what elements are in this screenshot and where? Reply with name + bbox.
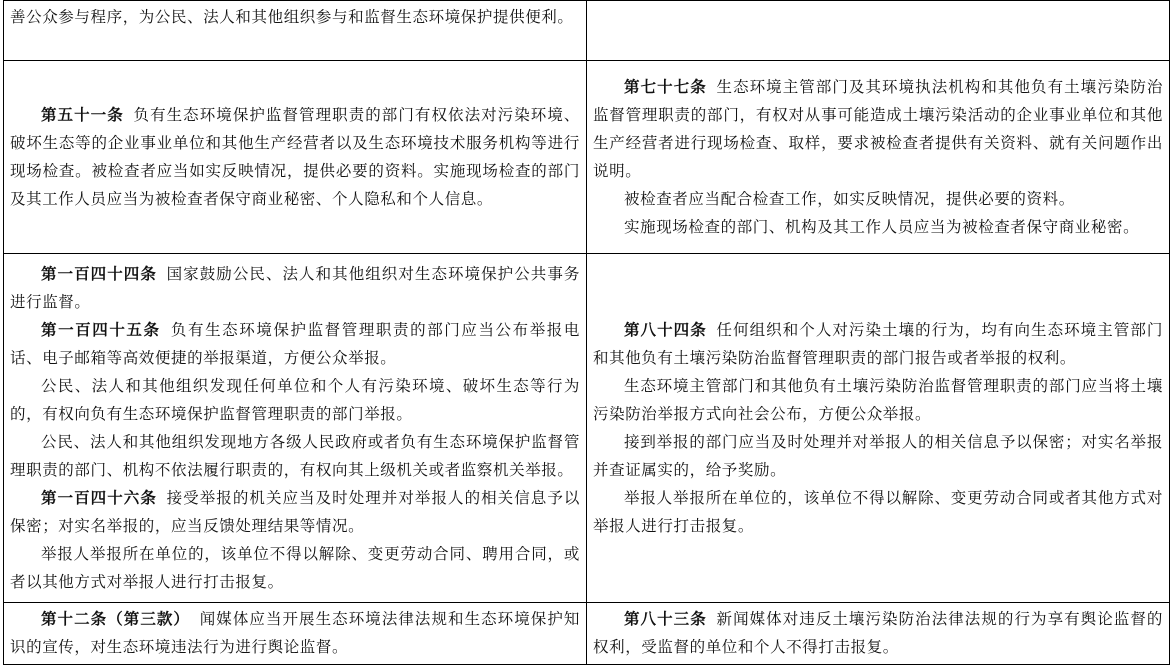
article-text: 负有生态环境保护监督管理职责的部门有权依法对污染环境、破坏生态等的企业事业单位和其他生产经营者以及生态环境技术服务机构等进行现场检查。被检查者应当如实反映情况，提供必要的资料。实施现场检查的部门及其工作人员应当为被检查者保守商业秘密、个人隐私和个人信息。 — [10, 106, 580, 208]
article-text: 国家鼓励公民、法人和其他组织对生态环境保护公共事务进行监督。 — [10, 265, 580, 311]
paragraph — [10, 260, 580, 316]
right-cell — [587, 254, 1170, 603]
table-row — [4, 603, 1170, 665]
article-text: 举报人举报所在单位的，该单位不得以解除、变更劳动合同、聘用合同，或者以其他方式对举报人进行打击报复。 — [10, 545, 580, 591]
paragraph — [593, 213, 1163, 241]
article-text: 公民、法人和其他组织发现任何单位和个人有污染环境、破坏生态等行为的，有权向负有生态环境保护监督管理职责的部门举报。 — [10, 377, 580, 423]
paragraph — [593, 316, 1163, 372]
article-number: 第一百四十四条 — [41, 264, 157, 283]
paragraph — [10, 101, 580, 213]
table-row — [4, 61, 1170, 254]
paragraph — [593, 73, 1163, 185]
article-number: 第一百四十五条 — [41, 320, 161, 339]
article-number: 第七十七条 — [624, 77, 707, 96]
paragraph — [10, 540, 580, 596]
paragraph — [593, 185, 1163, 213]
article-number: 第八十三条 — [624, 609, 707, 628]
article-text: 接受举报的机关应当及时处理并对举报人的相关信息予以保密；对实名举报的，应当反馈处理结果等情况。 — [10, 489, 580, 535]
paragraph — [10, 316, 580, 372]
paragraph — [10, 428, 580, 484]
table-row — [4, 1, 1170, 61]
paragraph — [10, 605, 580, 661]
article-text: 实施现场检查的部门、机构及其工作人员应当为被检查者保守商业秘密。 — [624, 218, 1140, 236]
article-number: 第五十一条 — [41, 105, 124, 124]
article-text: 生态环境主管部门和其他负有土壤污染防治监督管理职责的部门应当将土壤污染防治举报方式向社会公布，方便公众举报。 — [593, 377, 1163, 423]
paragraph — [593, 372, 1163, 428]
paragraph — [10, 372, 580, 428]
article-text: 负有生态环境保护监督管理职责的部门应当公布举报电话、电子邮箱等高效便捷的举报渠道，方便公众举报。 — [10, 321, 580, 367]
article-number: 第八十四条 — [624, 320, 707, 339]
left-cell — [4, 1, 587, 61]
article-text: 举报人举报所在单位的，该单位不得以解除、变更劳动合同或者其他方式对举报人进行打击报复。 — [593, 489, 1163, 535]
paragraph — [593, 605, 1163, 661]
paragraph — [593, 484, 1163, 540]
right-cell — [587, 1, 1170, 61]
article-text: 接到举报的部门应当及时处理并对举报人的相关信息予以保密；对实名举报并查证属实的，给予奖励。 — [593, 433, 1163, 479]
right-cell — [587, 61, 1170, 254]
table-row — [4, 254, 1170, 603]
paragraph — [10, 3, 580, 31]
article-number: 第十二条（第三款） — [41, 609, 190, 628]
left-cell — [4, 254, 587, 603]
left-cell — [4, 61, 587, 254]
article-text: 被检查者应当配合检查工作，如实反映情况，提供必要的资料。 — [624, 190, 1075, 208]
law-comparison-table — [3, 0, 1170, 665]
paragraph — [10, 484, 580, 540]
article-number: 第一百四十六条 — [41, 488, 157, 507]
paragraph — [593, 428, 1163, 484]
article-text: 闻媒体应当开展生态环境法律法规和生态环境保护知识的宣传，对生态环境违法行为进行舆论监督。 — [10, 610, 580, 656]
left-cell — [4, 603, 587, 665]
article-text: 公民、法人和其他组织发现地方各级人民政府或者负有生态环境保护监督管理职责的部门、机构不依法履行职责的，有权向其上级机关或者监察机关举报。 — [10, 433, 580, 479]
article-text: 新闻媒体对违反土壤污染防治法律法规的行为享有舆论监督的权利，受监督的单位和个人不得打击报复。 — [593, 610, 1163, 656]
article-text: 生态环境主管部门及其环境执法机构和其他负有土壤污染防治监督管理职责的部门，有权对从事可能造成土壤污染活动的企业事业单位和其他生产经营者进行现场检查、取样，要求被检查者提供有关资料、就有关问题作出说明。 — [593, 78, 1163, 180]
right-cell — [587, 603, 1170, 665]
article-text: 善公众参与程序，为公民、法人和其他组织参与和监督生态环境保护提供便利。 — [10, 8, 574, 26]
article-text: 任何组织和个人对污染土壤的行为，均有向生态环境主管部门和其他负有土壤污染防治监督管理职责的部门报告或者举报的权利。 — [593, 321, 1163, 367]
